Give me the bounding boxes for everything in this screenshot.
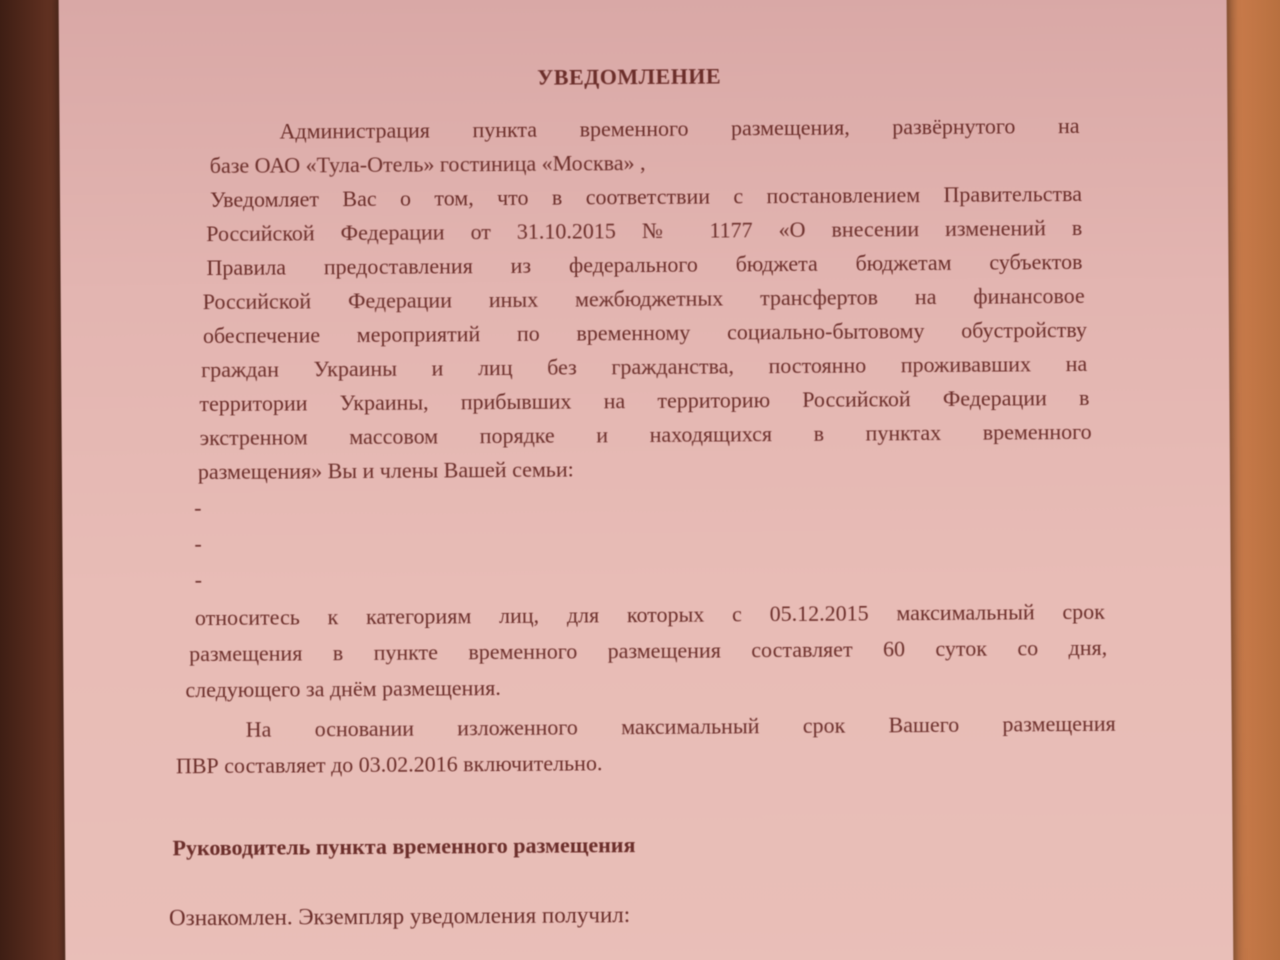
document-title: УВЕДОМЛЕНИЕ (537, 63, 722, 90)
paragraph-line: ПВР составляет до 03.02.2016 включительно. (175, 750, 603, 779)
paragraph-line: граждан Украины и лиц без гражданства, постоянно проживавших на (201, 350, 1088, 383)
acknowledgement-line: Ознакомлен. Экземпляр уведомления получил: (168, 902, 631, 931)
paragraph-line: территории Украины, прибывших на территорию Российской Федерации в (199, 384, 1090, 417)
paragraph-line: размещения» Вы и члены Вашей семьи: (197, 456, 574, 485)
paragraph-line: Российской Федерации от 31.10.2015 № 1177 «О внесении изменений в (206, 214, 1083, 247)
signature-title: Руководитель пункта временного размещения (172, 832, 636, 861)
paragraph-line: На основании изложенного максимальный срок Вашего размещения (245, 710, 1116, 742)
list-item: - (194, 567, 203, 593)
paragraph-line: Правила предоставления из федерального бюджета бюджетам субъектов (206, 248, 1083, 281)
list-item: - (194, 531, 202, 557)
paragraph-line: базе ОАО «Тула-Отель» гостиница «Москва» , (209, 149, 646, 179)
paragraph-line: экстренном массовом порядке и находящихся в пунктах временного (199, 418, 1092, 451)
paragraph-line: Уведомляет Вас о том, что в соответствии с постановлением Правительства (209, 180, 1083, 213)
paragraph-line: Российской Федерации иных межбюджетных трансфертов на финансовое (202, 282, 1085, 315)
paragraph-line: размещения в пункте временного размещения составляет 60 суток со дня, (189, 634, 1108, 667)
paragraph-line: следующего за днём размещения. (185, 675, 501, 703)
notice-sheet (59, 0, 1234, 960)
paragraph-line: обеспечение мероприятий по временному социально-бытовому обустройству (202, 316, 1088, 349)
paragraph-line: относитесь к категориям лиц, для которых с 05.12.2015 максимальный срок (194, 598, 1105, 631)
list-item: - (194, 495, 202, 521)
paragraph-line: Администрация пункта временного размещения, развёрнутого на (279, 112, 1080, 144)
